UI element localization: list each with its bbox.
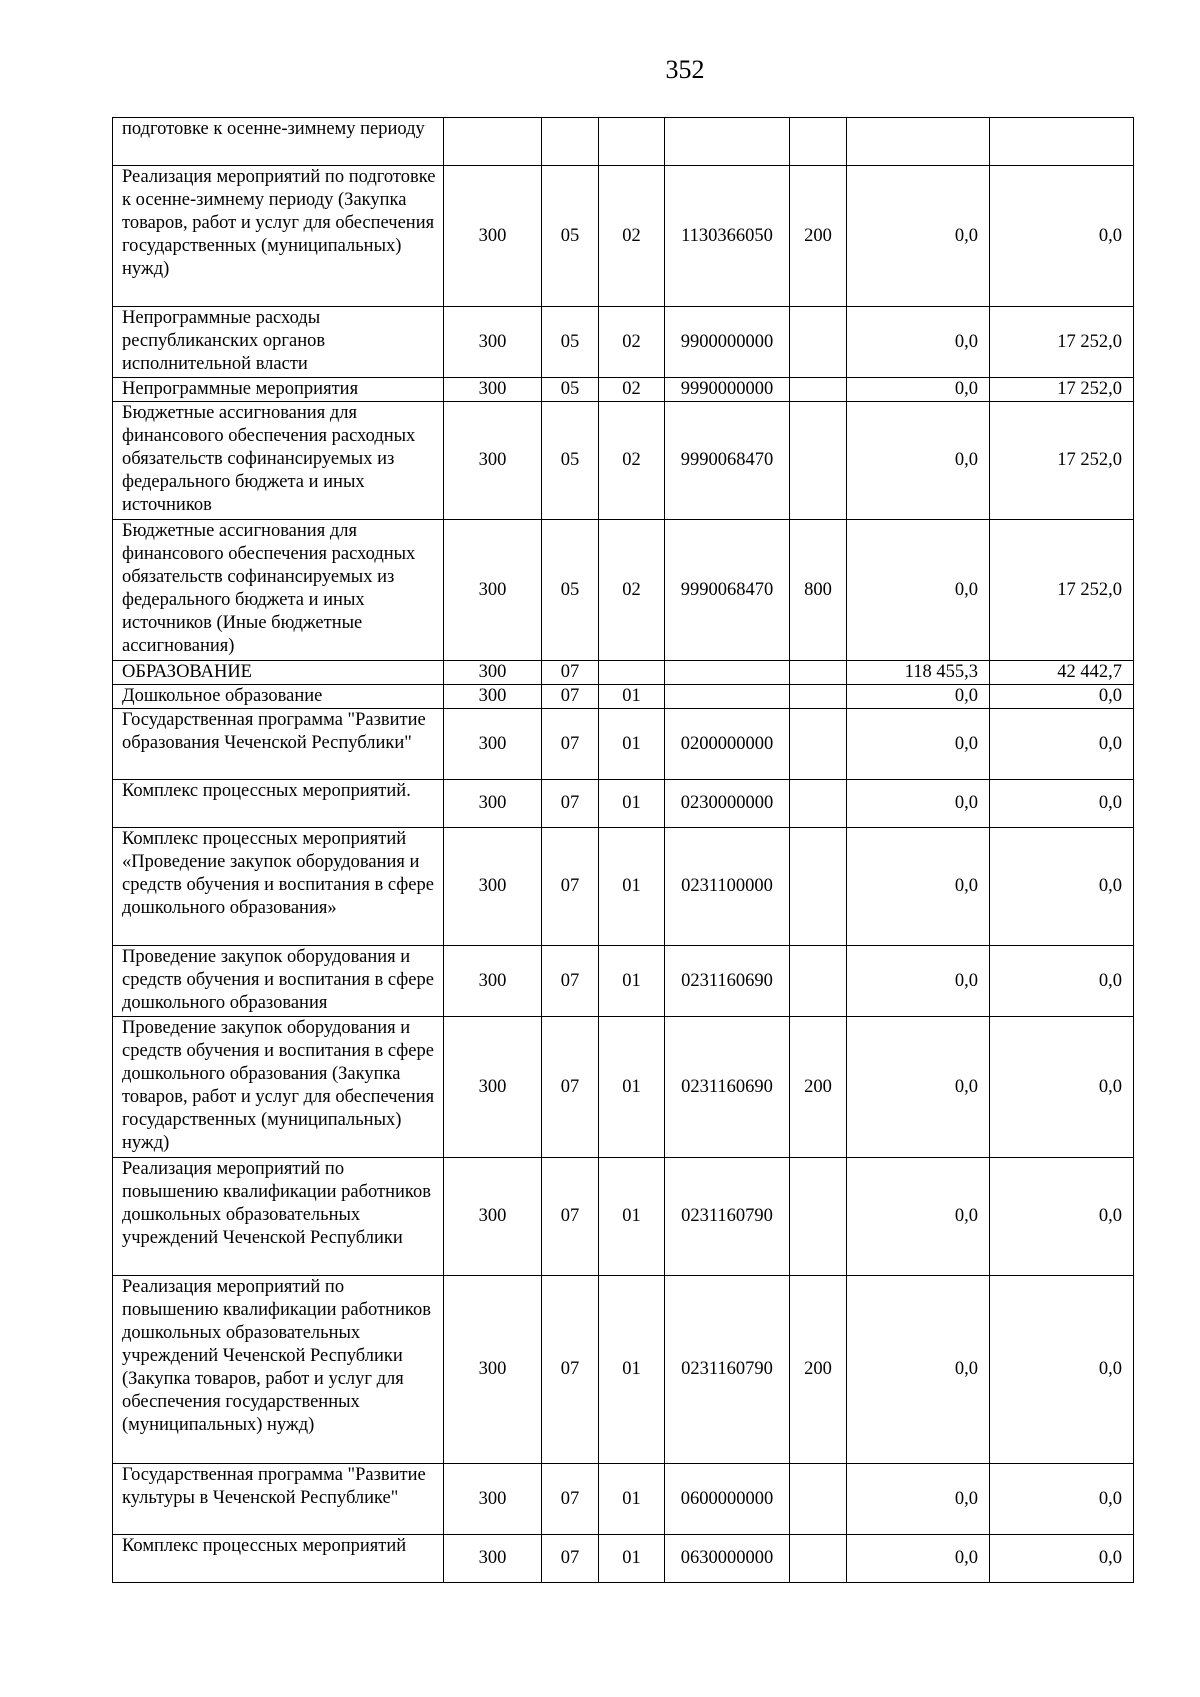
cell-expense-kind-code: [790, 780, 847, 828]
cell-name: Проведение закупок оборудования и средств обучения и воспитания в сфере дошкольного образования (Закупка товаров, работ и услуг для обеспечения государственных (муниципальных) нужд): [113, 1017, 444, 1158]
cell-name: Комплекс процессных мероприятий: [113, 1535, 444, 1583]
cell-expense-kind-code: 200: [790, 166, 847, 307]
cell-name: Непрограммные мероприятия: [113, 378, 444, 402]
table-row: [113, 166, 1134, 307]
cell-sum-second: 0,0: [990, 1464, 1134, 1535]
cell-target-code: [665, 118, 790, 166]
cell-name: Реализация мероприятий по повышению квалификации работников дошкольных образовательных учреждений Чеченской Республики (Закупка товаров, работ и услуг для обеспечения государственных (муниципальных) нужд): [113, 1276, 444, 1464]
cell-expense-kind-code: [790, 402, 847, 520]
cell-sum-first: 0,0: [847, 685, 990, 709]
cell-admin-code: 300: [444, 828, 542, 946]
cell-sum-first: 0,0: [847, 1017, 990, 1158]
cell-expense-kind-code: [790, 1158, 847, 1276]
cell-name: Непрограммные расходы республиканских органов исполнительной власти: [113, 307, 444, 378]
cell-section-code: 07: [542, 1535, 599, 1583]
cell-target-code: 0231160690: [665, 946, 790, 1017]
cell-target-code: 0630000000: [665, 1535, 790, 1583]
cell-admin-code: 300: [444, 946, 542, 1017]
cell-sum-first: 0,0: [847, 402, 990, 520]
cell-admin-code: 300: [444, 1158, 542, 1276]
cell-sum-second: 0,0: [990, 1535, 1134, 1583]
cell-sum-second: 0,0: [990, 1276, 1134, 1464]
table-row: [113, 520, 1134, 661]
cell-sum-first: [847, 118, 990, 166]
cell-section-code: 07: [542, 780, 599, 828]
table-row: [113, 118, 1134, 166]
cell-admin-code: 300: [444, 685, 542, 709]
cell-section-code: 05: [542, 307, 599, 378]
cell-name: Комплекс процессных мероприятий «Проведение закупок оборудования и средств обучения и воспитания в сфере дошкольного образования»: [113, 828, 444, 946]
cell-expense-kind-code: [790, 1464, 847, 1535]
cell-expense-kind-code: [790, 378, 847, 402]
cell-expense-kind-code: 200: [790, 1276, 847, 1464]
cell-sum-first: 0,0: [847, 1464, 990, 1535]
cell-sum-first: 0,0: [847, 946, 990, 1017]
cell-subsection-code: [599, 661, 665, 685]
table-row: [113, 1276, 1134, 1464]
cell-subsection-code: 01: [599, 1158, 665, 1276]
table-body: [113, 118, 1134, 1583]
cell-name: ОБРАЗОВАНИЕ: [113, 661, 444, 685]
cell-subsection-code: 01: [599, 709, 665, 780]
cell-sum-second: 0,0: [990, 828, 1134, 946]
table-row: [113, 1535, 1134, 1583]
cell-subsection-code: 01: [599, 946, 665, 1017]
cell-expense-kind-code: [790, 118, 847, 166]
cell-sum-second: 17 252,0: [990, 378, 1134, 402]
cell-subsection-code: 02: [599, 166, 665, 307]
cell-subsection-code: 01: [599, 1535, 665, 1583]
table-row: [113, 378, 1134, 402]
cell-section-code: 07: [542, 1017, 599, 1158]
cell-section-code: 07: [542, 1276, 599, 1464]
cell-section-code: 07: [542, 685, 599, 709]
table-row: [113, 1017, 1134, 1158]
cell-sum-first: 0,0: [847, 828, 990, 946]
cell-name: Комплекс процессных мероприятий.: [113, 780, 444, 828]
cell-admin-code: 300: [444, 307, 542, 378]
cell-expense-kind-code: 800: [790, 520, 847, 661]
cell-subsection-code: 02: [599, 378, 665, 402]
cell-section-code: 07: [542, 1158, 599, 1276]
cell-sum-second: 0,0: [990, 166, 1134, 307]
cell-subsection-code: 02: [599, 520, 665, 661]
cell-target-code: [665, 661, 790, 685]
cell-admin-code: 300: [444, 1276, 542, 1464]
cell-subsection-code: 02: [599, 307, 665, 378]
cell-section-code: 07: [542, 946, 599, 1017]
cell-admin-code: [444, 118, 542, 166]
cell-subsection-code: 02: [599, 402, 665, 520]
cell-name: подготовке к осенне-зимнему периоду: [113, 118, 444, 166]
cell-sum-second: [990, 118, 1134, 166]
cell-name: Бюджетные ассигнования для финансового обеспечения расходных обязательств софинансируемых из федерального бюджета и иных источников (Иные бюджетные ассигнования): [113, 520, 444, 661]
cell-subsection-code: 01: [599, 1017, 665, 1158]
cell-section-code: [542, 118, 599, 166]
cell-target-code: [665, 685, 790, 709]
cell-name: Проведение закупок оборудования и средств обучения и воспитания в сфере дошкольного образования: [113, 946, 444, 1017]
cell-sum-second: 17 252,0: [990, 307, 1134, 378]
cell-expense-kind-code: [790, 685, 847, 709]
cell-target-code: 0231160790: [665, 1158, 790, 1276]
cell-expense-kind-code: [790, 661, 847, 685]
cell-section-code: 05: [542, 378, 599, 402]
cell-name: Реализация мероприятий по повышению квалификации работников дошкольных образовательных учреждений Чеченской Республики: [113, 1158, 444, 1276]
cell-sum-second: 0,0: [990, 709, 1134, 780]
table-row: [113, 946, 1134, 1017]
cell-admin-code: 300: [444, 709, 542, 780]
cell-target-code: 1130366050: [665, 166, 790, 307]
cell-subsection-code: [599, 118, 665, 166]
budget-table: [112, 117, 1134, 1583]
cell-target-code: 9990000000: [665, 378, 790, 402]
cell-expense-kind-code: [790, 709, 847, 780]
cell-admin-code: 300: [444, 1535, 542, 1583]
cell-admin-code: 300: [444, 780, 542, 828]
cell-name: Государственная программа "Развитие образования Чеченской Республики": [113, 709, 444, 780]
cell-section-code: 07: [542, 1464, 599, 1535]
table-row: [113, 1464, 1134, 1535]
cell-sum-first: 0,0: [847, 1276, 990, 1464]
cell-name: Дошкольное образование: [113, 685, 444, 709]
cell-sum-first: 0,0: [847, 709, 990, 780]
cell-subsection-code: 01: [599, 828, 665, 946]
cell-admin-code: 300: [444, 1464, 542, 1535]
table-row: [113, 685, 1134, 709]
table-row: [113, 1158, 1134, 1276]
cell-name: Бюджетные ассигнования для финансового обеспечения расходных обязательств софинансируемых из федерального бюджета и иных источников: [113, 402, 444, 520]
cell-sum-second: 0,0: [990, 685, 1134, 709]
table-row: [113, 402, 1134, 520]
cell-target-code: 0231160790: [665, 1276, 790, 1464]
cell-admin-code: 300: [444, 1017, 542, 1158]
cell-sum-second: 17 252,0: [990, 520, 1134, 661]
cell-section-code: 05: [542, 520, 599, 661]
cell-sum-first: 118 455,3: [847, 661, 990, 685]
cell-sum-second: 17 252,0: [990, 402, 1134, 520]
cell-expense-kind-code: [790, 828, 847, 946]
cell-target-code: 0231100000: [665, 828, 790, 946]
cell-section-code: 05: [542, 166, 599, 307]
cell-target-code: 0231160690: [665, 1017, 790, 1158]
cell-subsection-code: 01: [599, 780, 665, 828]
cell-sum-second: 0,0: [990, 946, 1134, 1017]
cell-target-code: 0600000000: [665, 1464, 790, 1535]
cell-admin-code: 300: [444, 402, 542, 520]
table-row: [113, 828, 1134, 946]
cell-section-code: 07: [542, 661, 599, 685]
cell-expense-kind-code: [790, 946, 847, 1017]
cell-sum-second: 0,0: [990, 1017, 1134, 1158]
cell-sum-first: 0,0: [847, 307, 990, 378]
cell-target-code: 0230000000: [665, 780, 790, 828]
cell-expense-kind-code: [790, 1535, 847, 1583]
cell-target-code: 9900000000: [665, 307, 790, 378]
cell-section-code: 05: [542, 402, 599, 520]
cell-sum-first: 0,0: [847, 520, 990, 661]
cell-sum-first: 0,0: [847, 378, 990, 402]
cell-sum-second: 42 442,7: [990, 661, 1134, 685]
cell-section-code: 07: [542, 709, 599, 780]
cell-name: Реализация мероприятий по подготовке к осенне-зимнему периоду (Закупка товаров, работ и услуг для обеспечения государственных (муниципальных) нужд): [113, 166, 444, 307]
cell-admin-code: 300: [444, 378, 542, 402]
cell-target-code: 9990068470: [665, 402, 790, 520]
cell-admin-code: 300: [444, 661, 542, 685]
table-row: [113, 709, 1134, 780]
cell-expense-kind-code: [790, 307, 847, 378]
cell-sum-second: 0,0: [990, 780, 1134, 828]
cell-expense-kind-code: 200: [790, 1017, 847, 1158]
cell-subsection-code: 01: [599, 685, 665, 709]
table-row: [113, 780, 1134, 828]
table-row: [113, 661, 1134, 685]
cell-target-code: 0200000000: [665, 709, 790, 780]
cell-sum-first: 0,0: [847, 166, 990, 307]
cell-section-code: 07: [542, 828, 599, 946]
cell-admin-code: 300: [444, 520, 542, 661]
cell-name: Государственная программа "Развитие культуры в Чеченской Республике": [113, 1464, 444, 1535]
cell-subsection-code: 01: [599, 1464, 665, 1535]
page-number: 352: [665, 55, 705, 84]
cell-sum-first: 0,0: [847, 1535, 990, 1583]
table-row: [113, 307, 1134, 378]
cell-sum-first: 0,0: [847, 780, 990, 828]
cell-target-code: 9990068470: [665, 520, 790, 661]
cell-sum-first: 0,0: [847, 1158, 990, 1276]
cell-admin-code: 300: [444, 166, 542, 307]
cell-subsection-code: 01: [599, 1276, 665, 1464]
cell-sum-second: 0,0: [990, 1158, 1134, 1276]
